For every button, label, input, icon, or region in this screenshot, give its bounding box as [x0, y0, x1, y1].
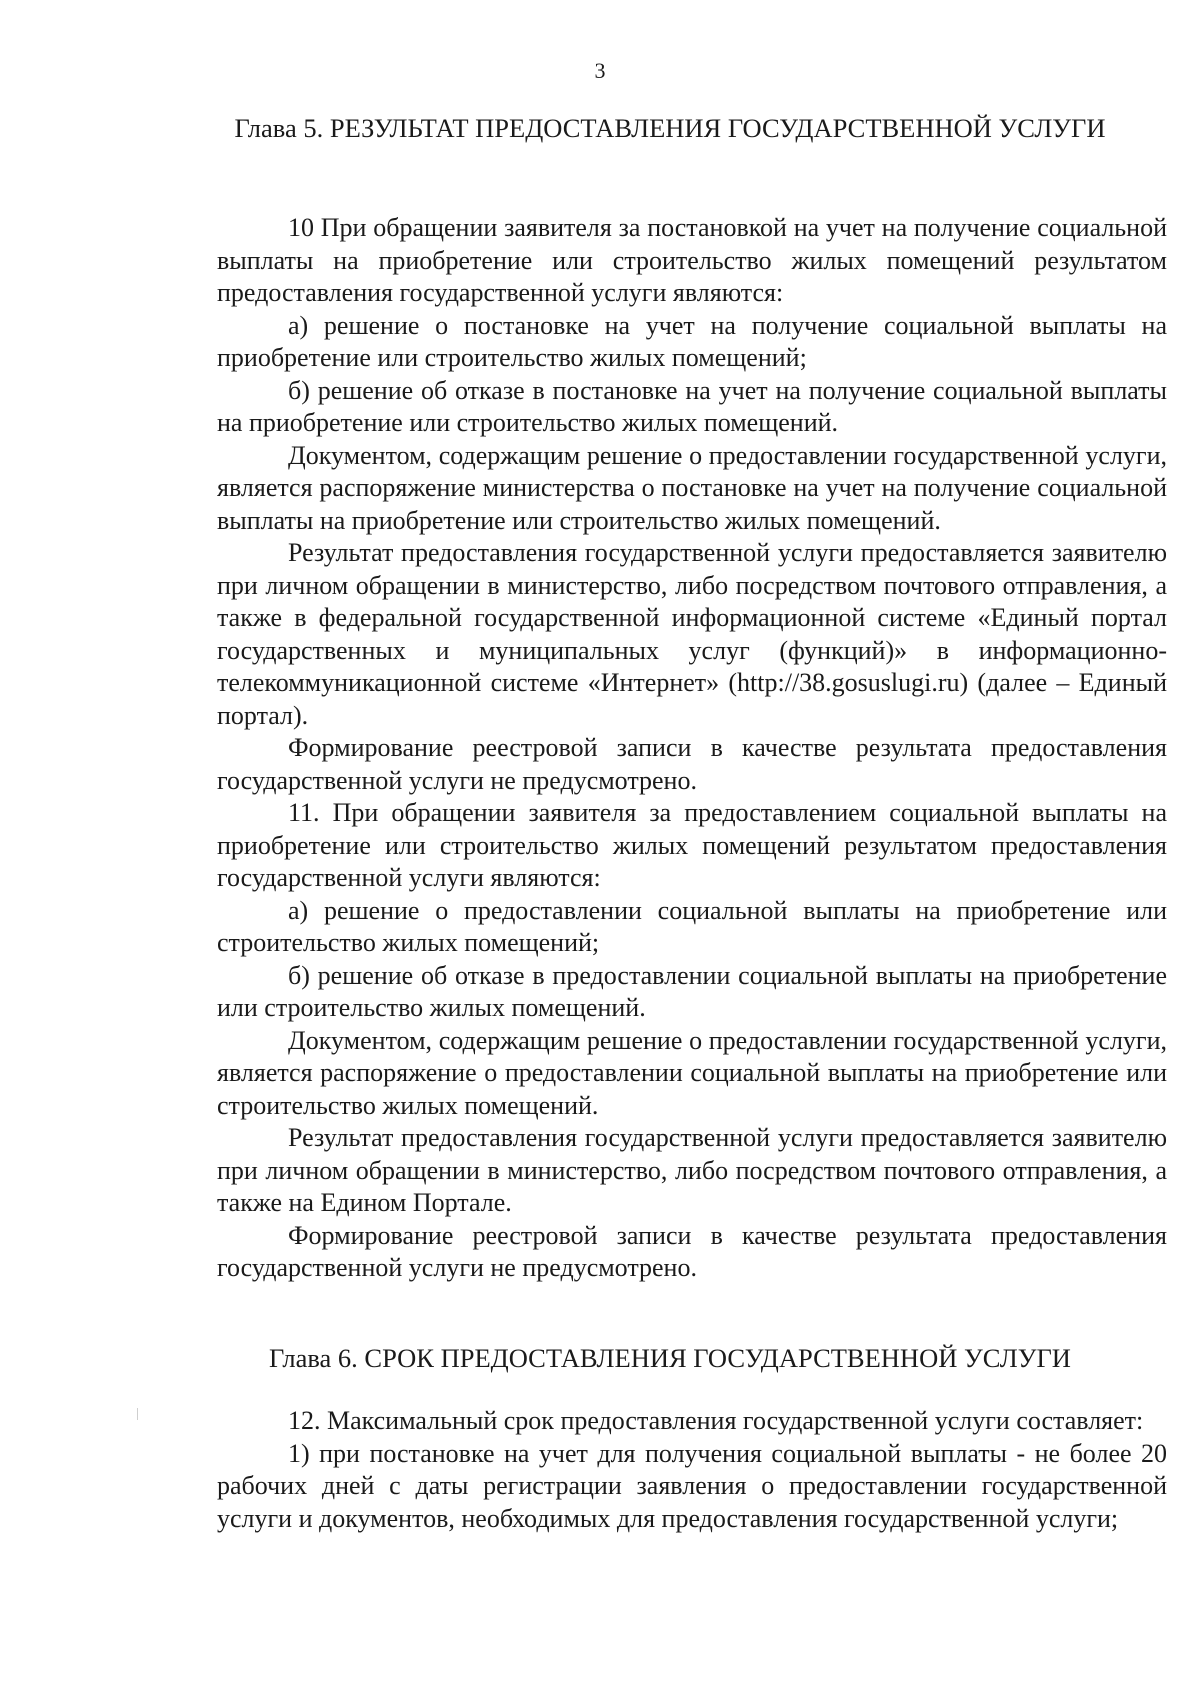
paragraph-12-item-1: 1) при постановке на учет для получения социальной выплаты - не более 20 рабочих дней с даты регистрации заявления о предоставлении государственной услуги и документов, необходимых для предоставления государственной услуги;: [217, 1438, 1167, 1533]
paragraph-11-item-a: а) решение о предоставлении социальной выплаты на приобретение или строительство жилых помещений;: [217, 895, 1167, 957]
paragraph-11-document: Документом, содержащим решение о предоставлении государственной услуги, является распоряжение о предоставлении социальной выплаты на приобретение или строительство жилых помещений.: [217, 1025, 1167, 1120]
chapter-6-heading: Глава 6. СРОК ПРЕДОСТАВЛЕНИЯ ГОСУДАРСТВЕННОЙ УСЛУГИ: [269, 1343, 1071, 1373]
paragraph-10-registry-note: Формирование реестровой записи в качестве результата предоставления государственной услуги не предусмотрено.: [217, 733, 1167, 795]
paragraph-11-intro: 11. При обращении заявителя за предоставлением социальной выплаты на приобретение или строительство жилых помещений результатом предоставления государственной услуги являются:: [217, 798, 1167, 892]
chapter-6-body: [217, 1405, 1167, 1535]
paragraph-11-item-b: б) решение об отказе в предоставлении социальной выплаты на приобретение или строительство жилых помещений.: [217, 960, 1167, 1022]
paragraph-10-item-b: б) решение об отказе в постановке на учет на получение социальной выплаты на приобретение или строительство жилых помещений.: [217, 375, 1167, 437]
paragraph-10-item-a: а) решение о постановке на учет на получение социальной выплаты на приобретение или строительство жилых помещений;: [217, 310, 1167, 372]
paragraph-11-result-delivery: Результат предоставления государственной услуги предоставляется заявителю при личном обращении в министерство, либо посредством почтового отправления, а также на Едином Портале.: [217, 1123, 1167, 1217]
chapter-5-body: [217, 212, 1167, 1285]
paragraph-10-intro: 10 При обращении заявителя за постановкой на учет на получение социальной выплаты на приобретение или строительство жилых помещений результатом предоставления государственной услуги являются:: [217, 213, 1167, 307]
paragraph-10-document: Документом, содержащим решение о предоставлении государственной услуги, является распоряжение министерства о постановке на учет на получение социальной выплаты на приобретение или строительство жилых помещений.: [217, 440, 1167, 535]
chapter-5-heading: Глава 5. РЕЗУЛЬТАТ ПРЕДОСТАВЛЕНИЯ ГОСУДАРСТВЕННОЙ УСЛУГИ: [234, 113, 1106, 143]
page-number: 3: [594, 58, 606, 83]
scan-artifact-mark: [137, 1408, 138, 1420]
paragraph-10-result-delivery: Результат предоставления государственной услуги предоставляется заявителю при личном обращении в министерство, либо посредством почтового отправления, а также в федеральной государственной информационной системе «Единый портал государственных и муниципальных услуг (функций)» в информационно-телекоммуникационной системе «Интернет» (http://38.gosuslugi.ru) (далее – Единый портал).: [217, 538, 1167, 730]
paragraph-12-intro: 12. Максимальный срок предоставления государственной услуги составляет:: [288, 1406, 1144, 1435]
paragraph-11-registry-note: Формирование реестровой записи в качестве результата предоставления государственной услуги не предусмотрено.: [217, 1220, 1167, 1282]
